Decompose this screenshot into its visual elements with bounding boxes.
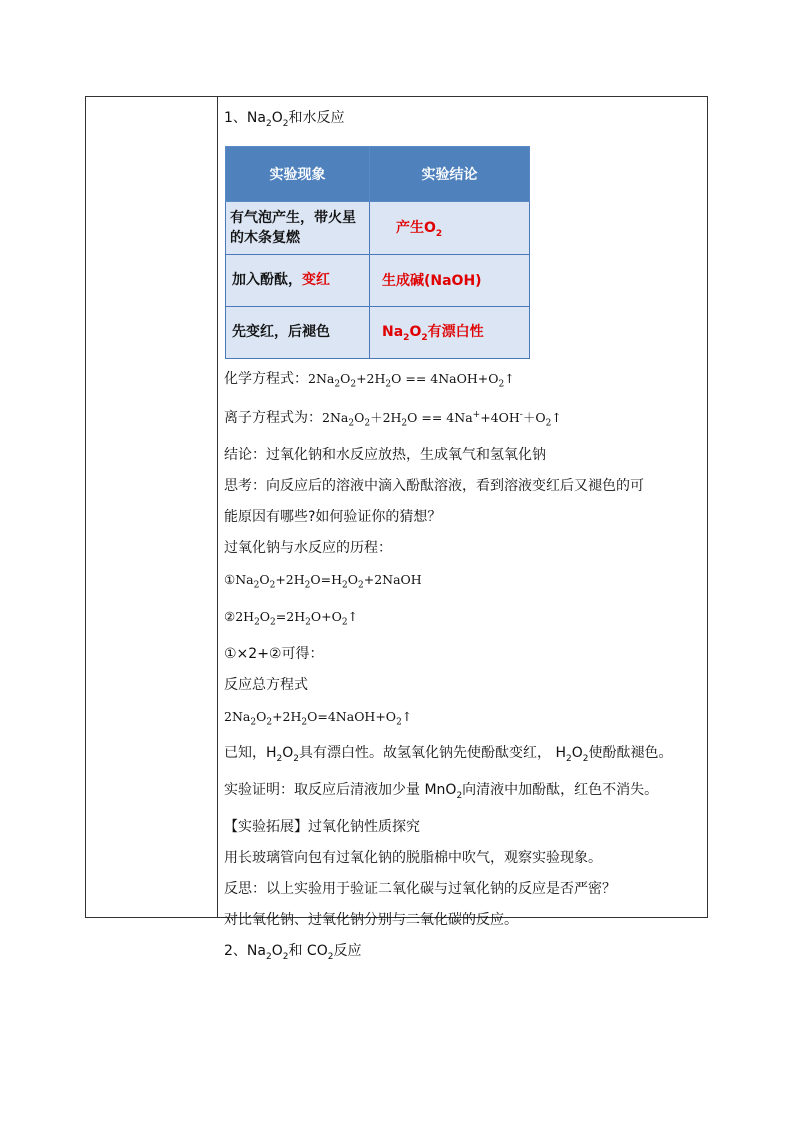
section-1-heading: 1、$Na_2O_2$和水反应 — [224, 110, 345, 129]
blow-line: 用长玻璃管向包有过氧化钠的脱脂棉中吹气，观察实验现象。 — [224, 850, 602, 867]
conclusion-cell: $Na_2O_2$有漂白性 — [370, 306, 530, 358]
table-row — [226, 254, 530, 306]
table-row — [226, 306, 530, 358]
extension-line: 【实验拓展】过氧化钠性质探究 — [224, 819, 420, 836]
compare-line: 对比氧化钠、过氧化钠分别与二氧化碳的反应。 — [224, 912, 518, 929]
think-line-1: 思考：向反应后的溶液中滴入酚酞溶液，看到溶液变红后又褪色的可 — [224, 477, 644, 494]
content-cell — [224, 103, 704, 973]
conclusion-cell: 产生$O_2$ — [370, 201, 530, 254]
known-line: 已知，$H_2O_2$具有漂白性。故氢氧化钠先使酚酞变红， $H_2O_2$使酚酞褪色。 — [224, 745, 673, 765]
total-equation-label: 反应总方程式 — [224, 676, 308, 693]
header-conclusion: 实验结论 — [370, 146, 530, 201]
conclusion-cell: 生成碱(NaOH) — [370, 254, 530, 306]
reflect-line: 反思：以上实验用于验证二氧化碳与过氧化钠的反应是否严密？ — [224, 881, 616, 898]
proof-line: 实验证明：取反应后清液加少量 MnO$_2$向清液中加酚酞，红色不消失。 — [224, 782, 659, 802]
header-phenomenon: 实验现象 — [226, 146, 370, 201]
step-2-equation: $②2H_2O_2=2H_2O+O_2↑$ — [224, 609, 359, 628]
section-2-heading: 2、$Na_2O_2$和 $CO_2$反应 — [224, 943, 362, 962]
ionic-equation: 离子方程式为：$2Na_2O_2+2H_2O$ == $4Na^++4OH^-+O_2↑$ — [224, 410, 562, 429]
experiment-table — [225, 146, 530, 359]
phenomenon-cell: 有气泡产生，带火星的木条复燃 — [226, 201, 370, 254]
phenomenon-cell: 先变红，后褪色 — [226, 306, 370, 358]
total-equation: $2Na_2O_2+2H_2O=4NaOH+O_2↑$ — [224, 708, 413, 728]
think-line-2: 能原因有哪些?如何验证你的猜想？ — [224, 508, 442, 525]
table-row — [226, 201, 530, 254]
chemical-equation: 化学方程式：$2Na_2O_2+2H_2O$ == $4NaOH+O_2↑$ — [224, 370, 515, 390]
combine-line: ①×2+②可得： — [224, 645, 324, 662]
lesson-table — [85, 96, 708, 962]
phenomenon-cell: 加入酚酞，变红 — [226, 254, 370, 306]
column-divider — [217, 97, 218, 917]
step-1-equation: $①Na_2O_2+2H_2O=H_2O_2+2NaOH$ — [224, 571, 422, 591]
conclusion-line: 结论：过氧化钠和水反应放热，生成氧气和氢氧化钠 — [224, 446, 546, 463]
process-line: 过氧化钠与水反应的历程： — [224, 539, 392, 556]
